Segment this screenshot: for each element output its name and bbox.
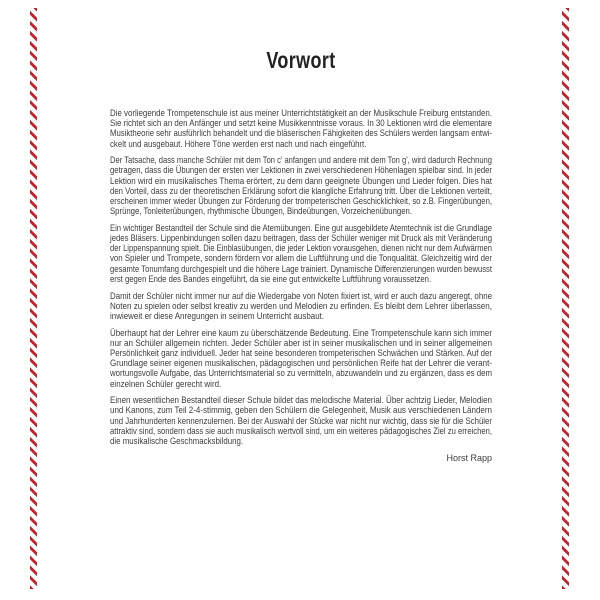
text-line: wortungsvolle Aufgabe, das Unterrichtsmaterial so zu vermitteln, abzuwandeln und zu ergänzen, dass es dem bbox=[110, 368, 492, 379]
text-line: gesamte Tonumfang durchgespielt und die höhere Lage trainiert. Dynamische Differenzierungen wurden bewusst bbox=[110, 263, 492, 274]
striped-border-left bbox=[30, 8, 37, 589]
text-line: Persönlichkeit ganz individuell. Jeder hat seine besonderen trompeterischen Schwächen und Stärken. Auf der bbox=[110, 347, 492, 358]
text-line: einzelnen Schüler gerecht wird. bbox=[110, 378, 222, 389]
text-line: erst gegen Ende des Bandes eingeführt, da sie eine gut entwickelte Luftführung voraussetzen. bbox=[110, 273, 432, 284]
text-line: Sprünge, Tonleiterübungen, rhythmische Übungen, Bindeübungen, Vorzeichenübungen. bbox=[110, 206, 412, 217]
text-line: Lektion wird ein musikalisches Thema erörtert, zu dem dann geeignete Übungen und Lieder folgen. Dies hat bbox=[110, 175, 492, 186]
text-line: getragen, dass die Übungen der ersten vier Lektionen in zwei verschiedenen Höhenlagen spielbar sind. In jeder bbox=[110, 165, 492, 176]
paragraph bbox=[110, 328, 492, 389]
text-line: Sie richtet sich an den Anfänger und setzt keine Musikkenntnisse voraus. In 30 Lektionen wird die elementare bbox=[110, 118, 492, 129]
text-line: ckelt und ausgebaut. Höhere Töne werden erst nach und nach eingeführt. bbox=[110, 138, 367, 149]
text-line: der Lippenspannung spielt. Die Einblasübungen, die jeder Lektion vorausgehen, dienen nicht nur dem Aufwärmen bbox=[110, 243, 492, 254]
text-line: Überhaupt hat der Lehrer eine kaum zu überschätzende Bedeutung. Eine Trompetenschule kann sich immer bbox=[110, 327, 492, 338]
paragraph bbox=[110, 291, 492, 322]
text-line: die musikalische Geschmacksbildung. bbox=[110, 435, 244, 446]
paragraphs-container bbox=[110, 108, 492, 446]
text-line: und Kanons, zum Teil 2-4-stimmig, geben den Schülern die Gelegenheit, Musik aus verschiedenen Ländern bbox=[110, 405, 492, 416]
text-line: und Jahrhunderten kennenzulernen. Bei der Auswahl der Stücke war nicht nur wichtig, dass sie für die Schüler bbox=[110, 415, 492, 426]
text-line: Grundlage seiner eigenen musikalischen, pädagogischen und persönlichen Reife hat der Lehrer die verant- bbox=[110, 358, 492, 369]
text-line: nur an Schüler allgemein richten. Jeder Schüler aber ist in seiner musikalischen und in seiner allgemeinen bbox=[110, 337, 492, 348]
text-line: jedes Bläsers. Lippenbindungen sollen dazu beitragen, dass der Schüler weniger mit Druck als mit Veränderung bbox=[110, 233, 492, 244]
text-line: attraktiv sind, sondern dass sie auch musikalisch wertvoll sind, um ein weiteres pädagogisches Ziel zu erreichen, bbox=[110, 425, 492, 436]
text-line: von Spieler und Trompete, sondern fördern vor allem die Luftführung und die Tonqualität. Gleichzeitig wird der bbox=[110, 253, 492, 264]
paragraph bbox=[110, 223, 492, 284]
text-line: Musiktheorie sehr ausführlich behandelt und die bläserischen Fähigkeiten des Schülers werden langsam entwi- bbox=[110, 128, 492, 139]
text-line: Noten zu spielen oder selbst kreativ zu werden und Melodien zu erfinden. Es bleibt dem Lehrer überlassen, bbox=[110, 300, 492, 311]
text-line: inwieweit er diese Anregungen in seinem Unterricht ausbaut. bbox=[110, 310, 325, 321]
text-line: den Vorteil, dass zu der theoretischen Erklärung sofort die klangliche Erfahrung tritt. Über die Lektionen verteilt, bbox=[110, 185, 492, 196]
paragraph bbox=[110, 395, 492, 446]
text-line: Der Tatsache, dass manche Schüler mit dem Ton c' anfangen und andere mit dem Ton g', wird dadurch Rechnung bbox=[110, 155, 492, 166]
text-line: Die vorliegende Trompetenschule ist aus meiner Unterrichtstätigkeit an der Musikschule Freiburg entstanden. bbox=[110, 108, 492, 118]
paragraph bbox=[110, 155, 492, 216]
text-line: Einen wesentlichen Bestandteil dieser Schule bildet das melodische Material. Über achtzig Lieder, Melodien bbox=[110, 395, 492, 406]
text-line: erscheinen immer wieder Übungen zur Förderung der trompeterischen Geschicklichkeit, so z.B. Fingerübungen, bbox=[110, 196, 492, 206]
page-title: Vorwort bbox=[266, 47, 336, 73]
foreword-text bbox=[110, 108, 492, 463]
signature: Horst Rapp bbox=[446, 453, 492, 464]
paragraph bbox=[110, 108, 492, 149]
striped-border-right bbox=[562, 8, 569, 589]
text-line: Ein wichtiger Bestandteil der Schule sind die Atemübungen. Eine gut ausgebildete Atemtechnik ist die Grundlage bbox=[110, 222, 492, 233]
text-line: Damit der Schüler nicht immer nur auf die Wiedergabe von Noten fixiert ist, wird er auch dazu angeregt, ohne bbox=[110, 290, 492, 301]
